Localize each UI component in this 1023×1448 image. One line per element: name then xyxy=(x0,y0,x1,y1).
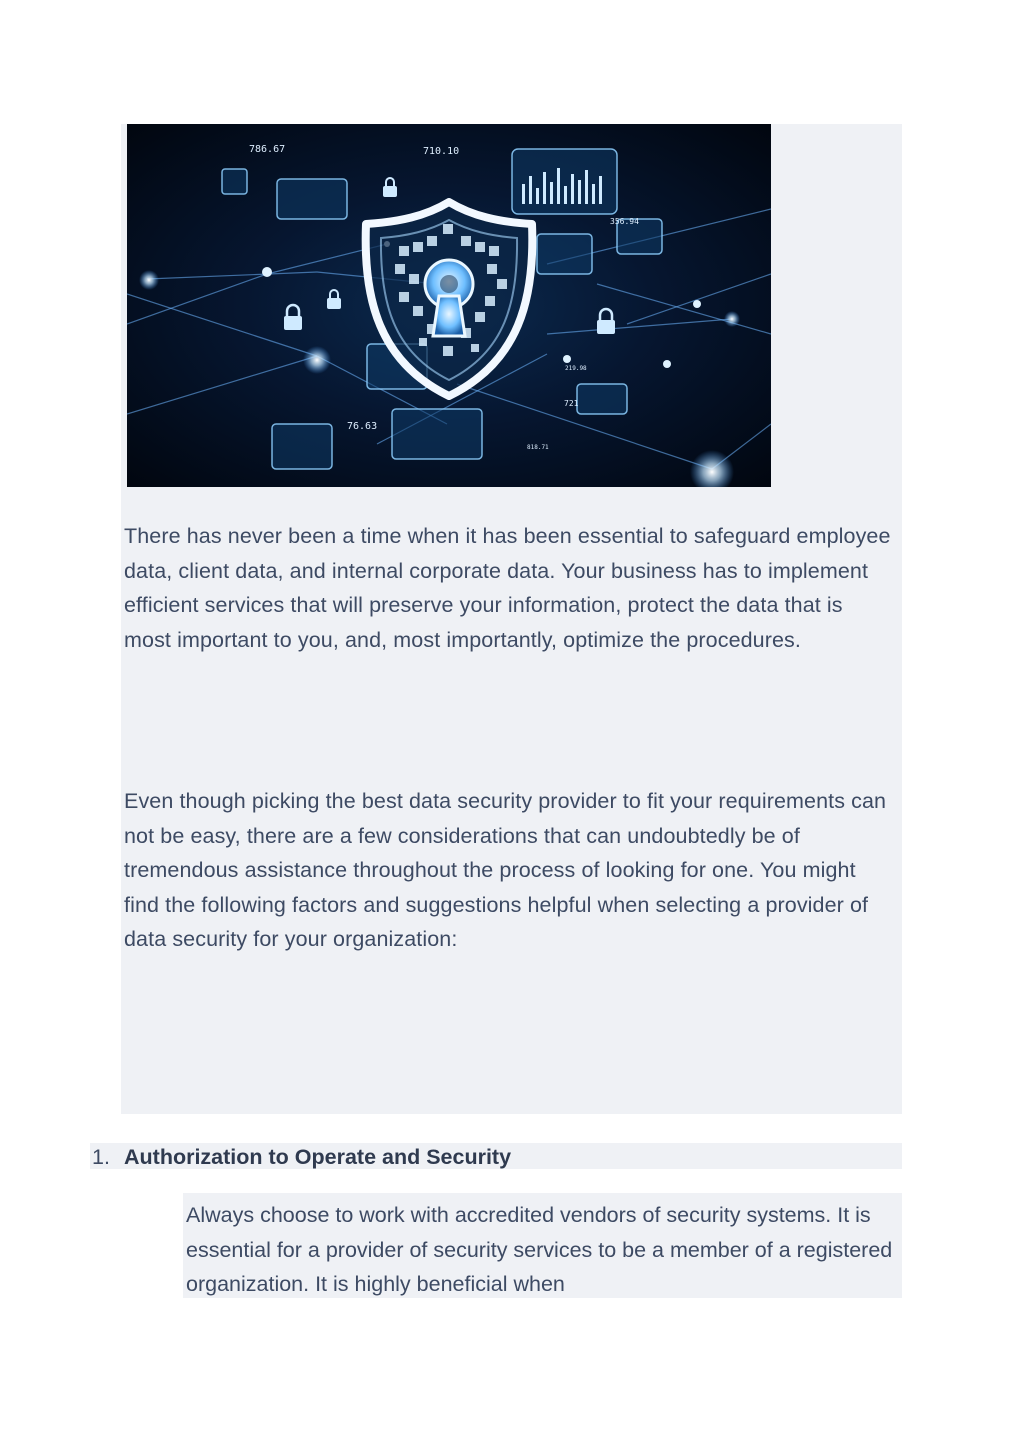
label-value-5: 721 xyxy=(564,399,579,408)
considerations-paragraph: Even though picking the best data security provider to fit your requirements can not be easy, there are a few considerations that can undoubtedly be of tremendous assistance throughout the process of looking for one. You might find the following factors and suggestions helpful when selecting a provider of data security for your organization: xyxy=(124,789,887,952)
security-illustration xyxy=(127,124,771,487)
hero-image xyxy=(127,124,771,487)
label-value-1: 786.67 xyxy=(249,144,286,155)
list-number: 1. xyxy=(92,1145,110,1169)
list-item-body: Always choose to work with accredited vendors of security systems. It is essential for a provider of security services to be a member of a registered organization. It is highly beneficial when xyxy=(186,1203,893,1297)
label-value-7: 818.71 xyxy=(527,444,549,451)
label-value-4: 76.63 xyxy=(347,421,378,432)
intro-paragraph: There has never been a time when it has been essential to safeguard employee data, client data, and internal corporate data. Your business has to implement efficient services that will preserve your information, protect the data that is most important to you, and, most importantly, optimize the procedures. xyxy=(124,524,891,652)
label-value-6: 219.98 xyxy=(565,365,587,372)
label-value-2: 710.10 xyxy=(423,146,460,157)
list-item-title: Authorization to Operate and Security xyxy=(124,1145,512,1169)
label-value-3: 356.94 xyxy=(610,217,639,226)
